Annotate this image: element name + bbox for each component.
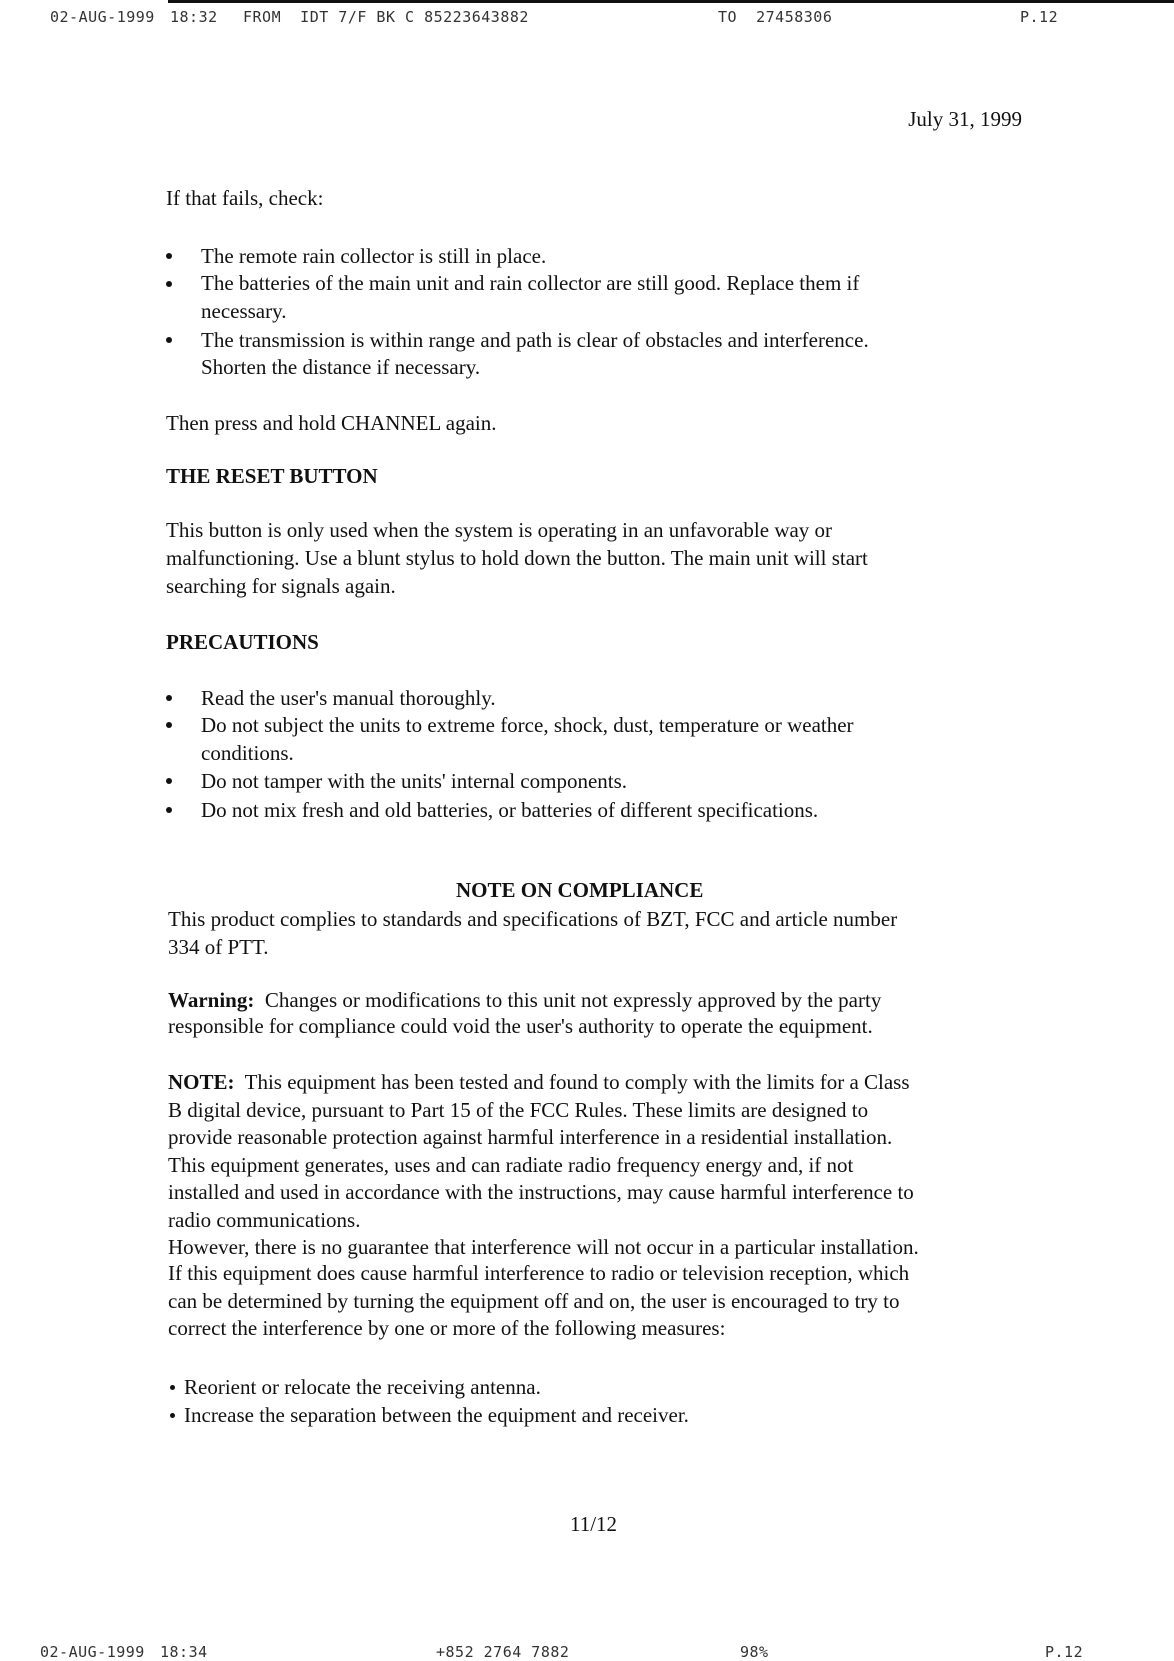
warning-line: responsible for compliance could void the user's authority to operate the equipment. — [168, 1014, 873, 1038]
reset-line: searching for signals again. — [166, 574, 396, 598]
bullet-icon — [170, 1385, 175, 1390]
compliance-line: This product complies to standards and specifications of BZT, FCC and article number — [168, 907, 898, 931]
list-item: Do not subject the units to extreme force, shock, dust, temperature or weather — [201, 713, 854, 737]
note-line: provide reasonable protection against harmful interference in a residential installation. — [168, 1125, 893, 1149]
compliance-line: 334 of PTT. — [168, 935, 269, 959]
fax-date: 02-AUG-1999 — [50, 8, 155, 26]
precautions-heading: PRECAUTIONS — [166, 630, 319, 654]
then-text: Then press and hold CHANNEL again. — [166, 411, 497, 435]
list-item: The remote rain collector is still in place. — [201, 244, 547, 268]
fax-footer-page: P.12 — [1045, 1643, 1084, 1661]
bullet-icon — [166, 281, 172, 287]
note-line — [168, 1070, 910, 1094]
fax-footer-number: +852 2764 7882 — [436, 1643, 570, 1661]
list-item: conditions. — [201, 741, 294, 765]
list-item: Read the user's manual thoroughly. — [201, 686, 496, 710]
bullet-icon — [166, 253, 172, 259]
note-line: This equipment generates, uses and can radiate radio frequency energy and, if not — [168, 1153, 854, 1177]
list-item: Do not tamper with the units' internal components. — [201, 769, 628, 793]
list-item: necessary. — [201, 299, 287, 323]
note-line: correct the interference by one or more of the following measures: — [168, 1316, 726, 1340]
reset-line: malfunctioning. Use a blunt stylus to hold down the button. The main unit will start — [166, 546, 868, 570]
page-number: 11/12 — [570, 1512, 618, 1536]
note-line: B digital device, pursuant to Part 15 of the FCC Rules. These limits are designed to — [168, 1098, 869, 1122]
bullet-icon — [170, 1413, 175, 1418]
list-item: The batteries of the main unit and rain collector are still good. Replace them if — [201, 271, 860, 295]
list-item: Shorten the distance if necessary. — [201, 355, 481, 379]
note-line: installed and used in accordance with the instructions, may cause harmful interference to — [168, 1180, 914, 1204]
warning-label: Warning: — [168, 988, 255, 1012]
fax-footer-date: 02-AUG-1999 — [40, 1643, 145, 1661]
bullet-icon — [166, 337, 172, 343]
fax-footer-time: 18:34 — [160, 1643, 208, 1661]
fax-edge-line — [168, 0, 1174, 3]
fax-page: P.12 — [1020, 8, 1059, 26]
bullet-icon — [166, 807, 172, 813]
intro-text: If that fails, check: — [166, 186, 324, 210]
note-line: However, there is no guarantee that interference will not occur in a particular installation. — [168, 1235, 919, 1259]
reset-line: This button is only used when the system is operating in an unfavorable way or — [166, 518, 833, 542]
fax-time: 18:32 — [170, 8, 218, 26]
note-line: If this equipment does cause harmful interference to radio or television reception, which — [168, 1261, 910, 1285]
note-line: radio communications. — [168, 1208, 361, 1232]
fax-from: FROM IDT 7/F BK C 85223643882 — [243, 8, 529, 26]
list-item: Increase the separation between the equipment and receiver. — [184, 1403, 689, 1427]
bullet-icon — [166, 722, 172, 728]
reset-heading: THE RESET BUTTON — [166, 464, 378, 488]
warning-text: Changes or modifications to this unit not expressly approved by the party — [264, 988, 882, 1012]
compliance-heading: NOTE ON COMPLIANCE — [456, 878, 704, 902]
note-label: NOTE: — [168, 1070, 235, 1094]
list-item: The transmission is within range and path is clear of obstacles and interference. — [201, 328, 869, 352]
letter-date: July 31, 1999 — [908, 107, 1022, 131]
fax-to: TO 27458306 — [718, 8, 833, 26]
fax-footer-percent: 98% — [740, 1643, 769, 1661]
list-item: Reorient or relocate the receiving antenna. — [184, 1375, 541, 1399]
list-item: Do not mix fresh and old batteries, or batteries of different specifications. — [201, 798, 819, 822]
warning-line — [168, 988, 881, 1012]
bullet-icon — [166, 695, 172, 701]
note-text: This equipment has been tested and found to comply with the limits for a Class — [244, 1070, 910, 1094]
bullet-icon — [166, 778, 172, 784]
note-line: can be determined by turning the equipment off and on, the user is encouraged to try to — [168, 1289, 900, 1313]
